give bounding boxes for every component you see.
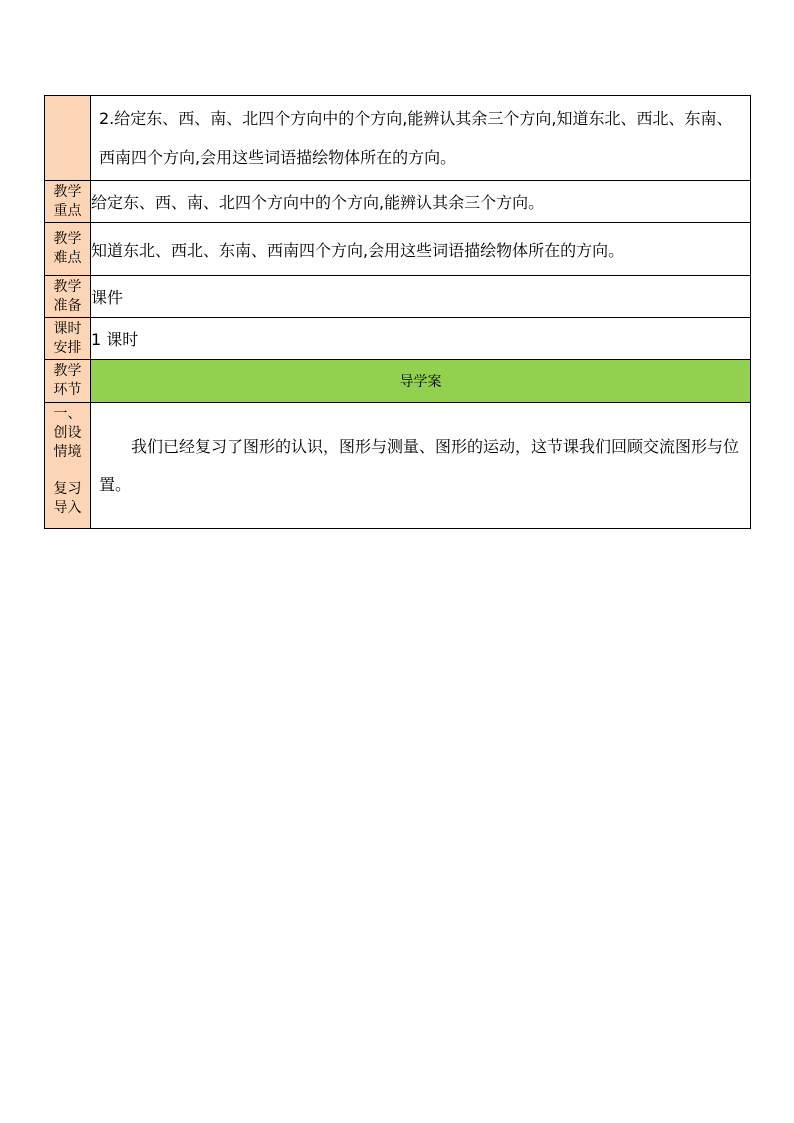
- difficulties-label: [45, 223, 91, 276]
- preparation-label-line1: 教学: [53, 278, 82, 295]
- difficulties-label-line1: 教学: [53, 231, 82, 247]
- intro-label-line5: 导入: [53, 500, 82, 516]
- intro-label-line4: 复习: [53, 481, 82, 497]
- key-points-text: 给定东、西、南、北四个方向中的个方向,能辨认其余三个方向。: [91, 181, 751, 223]
- objectives-label-cell: [45, 96, 91, 181]
- difficulties-label-line2: 难点: [53, 250, 82, 266]
- schedule-text: 1 课时: [91, 318, 751, 360]
- intro-row: [45, 403, 751, 529]
- schedule-row: [45, 318, 751, 360]
- preparation-row: [45, 276, 751, 318]
- intro-label-line1: 一、: [53, 406, 82, 422]
- section-title: 导学案: [91, 360, 751, 403]
- difficulties-text: 知道东北、西北、东南、西南四个方向,会用这些词语描绘物体所在的方向。: [91, 223, 751, 276]
- objectives-text: 2.给定东、西、南、北四个方向中的个方向,能辨认其余三个方向,知道东北、西北、东南、西南四个方向,会用这些词语描绘物体所在的方向。: [91, 96, 751, 181]
- section-label-line1: 教学: [53, 363, 82, 379]
- preparation-label: [45, 276, 91, 318]
- section-label-line2: 环节: [53, 382, 82, 398]
- key-points-label: [45, 181, 91, 223]
- preparation-text: 课件: [91, 276, 751, 318]
- intro-label-gap: [45, 462, 90, 480]
- key-points-label-line2: 重点: [53, 202, 82, 219]
- objectives-row: [45, 96, 751, 181]
- section-row: [45, 360, 751, 403]
- schedule-label-line1: 课时: [53, 320, 82, 337]
- intro-text: 我们已经复习了图形的认识，图形与测量、图形的运动，这节课我们回顾交流图形与位置。: [91, 403, 751, 529]
- section-label: [45, 360, 91, 403]
- intro-label: [45, 403, 91, 529]
- intro-label-line3: 情境: [53, 444, 82, 460]
- schedule-label-line2: 安排: [53, 339, 82, 356]
- difficulties-row: [45, 223, 751, 276]
- schedule-label: [45, 318, 91, 360]
- key-points-label-line1: 教学: [53, 183, 82, 200]
- intro-label-line2: 创设: [53, 425, 82, 441]
- key-points-row: [45, 181, 751, 223]
- lesson-plan-table: [44, 95, 751, 529]
- preparation-label-line2: 准备: [53, 297, 82, 314]
